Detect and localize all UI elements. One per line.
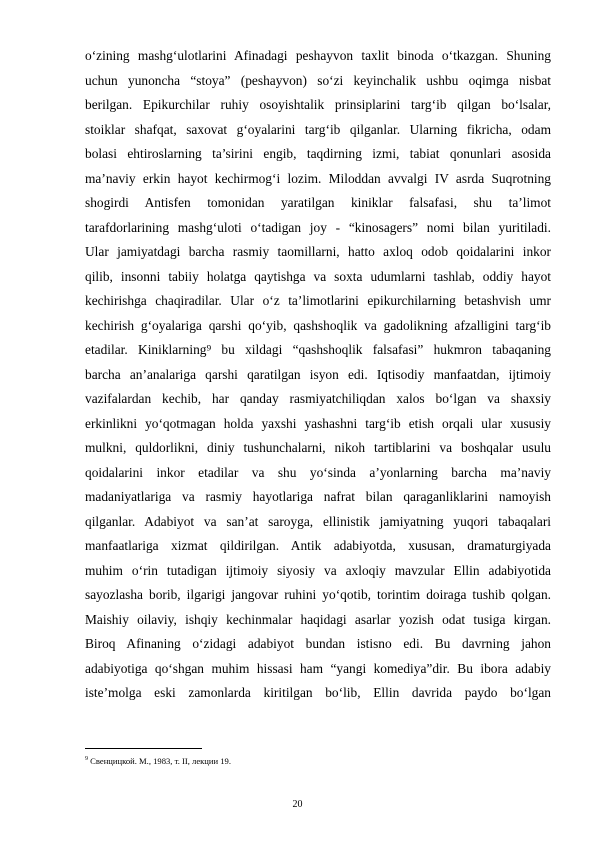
text-line-content: Ular jamiyatdagi barcha rasmiy taomillarni, hatto axloq odob qoidalarini inkor (85, 244, 551, 259)
text-line (85, 118, 551, 143)
body-text (85, 44, 551, 706)
text-line-content: muhim o‘rin tutadigan ijtimoiy siyosiy va axloqiy mavzular Ellin adabiyotida (85, 562, 551, 578)
text-line (85, 167, 551, 192)
text-line (85, 265, 551, 290)
text-line (85, 69, 551, 94)
text-line (85, 461, 551, 486)
text-line-content: barcha an’analariga qarshi qaratilgan isyon edi. Iqtisodiy manfaatdan, ijtimoiy (85, 366, 551, 382)
text-line (85, 681, 551, 706)
text-line-content: ma’naviy erkin hayot kechirmog‘i lozim. Miloddan avvalgi IV asrda Suqrotning (85, 170, 551, 186)
footnote-text: Свенцицкой. М., 1983, т. II, лекции 19. (90, 756, 231, 766)
text-line-content: bolasi ehtiroslarning ta’sirini engib, taqdirning izmi, tabiat qonunlari asosida (85, 146, 551, 161)
text-line-content: o‘zining mashg‘ulotlarini Afinadagi peshayvon taxlit binoda o‘tkazgan. Shuning (85, 48, 551, 63)
text-line (85, 338, 551, 363)
text-line-content: qoidalarini inkor etadilar va shu yo‘sinda a’yonlarning barcha ma’naviy (85, 464, 551, 480)
text-line (85, 632, 551, 657)
text-line-content: sayozlasha borib, ilgarigi jangovar ruhini yo‘qotib, torintim doiraga tushib qolgan. (85, 587, 551, 602)
text-line-content: uchun yunoncha “stoya” (peshayvon) so‘zi keyinchalik ushbu oqimga nisbat (85, 72, 551, 88)
text-line (85, 485, 551, 510)
text-line-content: kechirishga chaqiradilar. Ular o‘z ta’limotlarini epikurchilarning betashvish umr (85, 293, 551, 308)
text-line-content: erkinlikni yo‘qotmagan holda yaxshi yashashni targ‘ib etish orqali ular xususiy (85, 415, 551, 431)
text-line-content: etadilar. Kiniklarning⁹ bu xildagi “qashshoqlik falsafasi” hukmron tabaqaning (85, 342, 551, 357)
text-line-content: berilgan. Epikurchilar ruhiy osoyishtalik prinsiplarini targ‘ib qilgan bo‘lsalar, (85, 97, 551, 112)
text-line (85, 608, 551, 633)
text-line (85, 534, 551, 559)
text-line (85, 559, 551, 584)
text-line (85, 314, 551, 339)
text-line (85, 412, 551, 437)
text-line-content: manfaatlariga xizmat qildirilgan. Antik adabiyotda, xususan, dramaturgiyada (85, 538, 551, 553)
page-number: 20 (292, 799, 303, 810)
text-line (85, 191, 551, 216)
text-line-content: vazifalardan kechib, har qanday rasmiyatchiliqdan xalos bo‘lgan va shaxsiy (85, 391, 551, 406)
text-line-content: iste’molga eski zamonlarda kiritilgan bo‘lib, Ellin davrida paydo bo‘lgan (85, 685, 551, 700)
text-line (85, 387, 551, 412)
text-line (85, 216, 551, 241)
text-line (85, 93, 551, 118)
text-line (85, 583, 551, 608)
text-line (85, 142, 551, 167)
text-line-content: madaniyatlariga va rasmiy hayotlariga nafrat bilan qaraganliklarini namoyish (85, 489, 551, 504)
text-line (85, 363, 551, 388)
text-line (85, 657, 551, 682)
text-line (85, 289, 551, 314)
text-line (85, 510, 551, 535)
text-line-content: Biroq Afinaning o‘zidagi adabiyot bundan istisno edi. Bu davrning jahon (85, 636, 551, 651)
text-line-content: qilganlar. Adabiyot va san’at saroyga, ellinistik jamiyatning yuqori tabaqalari (85, 513, 551, 529)
text-line-content: shogirdi Antisfen tomonidan yaratilgan kiniklar falsafasi, shu ta’limot (85, 195, 551, 210)
footnote (85, 756, 551, 766)
text-line-content: Maishiy oilaviy, ishqiy kechinmalar haqidagi asarlar yozish odat tusiga kirgan. (85, 611, 551, 627)
text-line-content: mulkni, quldorlikni, diniy tushunchalarni, nikoh tartiblarini va boshqalar usulu (85, 440, 551, 455)
text-line (85, 44, 551, 69)
text-line-content: qilib, insonni tabiiy holatga qaytishga va soxta udumlarni tashlab, oddiy hayot (85, 268, 551, 284)
footnote-separator (85, 748, 202, 749)
text-line-content: adabiyotiga qo‘shgan muhim hissasi ham “yangi komediya”dir. Bu ibora adabiy (85, 660, 551, 676)
text-line-content: kechirish g‘oyalariga qarshi qo‘yib, qashshoqlik va gadolikning afzalligini targ‘ib (85, 317, 551, 333)
footnote-marker: 9 (85, 756, 88, 763)
text-line-content: stoiklar shafqat, saxovat g‘oyalarini targ‘ib qilganlar. Ularning fikricha, odam (85, 121, 551, 137)
text-line (85, 436, 551, 461)
text-line-content: tarafdorlarining mashg‘uloti o‘tadigan joy - “kinosagers” nomi bilan yuritiladi. (85, 219, 551, 235)
text-line (85, 240, 551, 265)
